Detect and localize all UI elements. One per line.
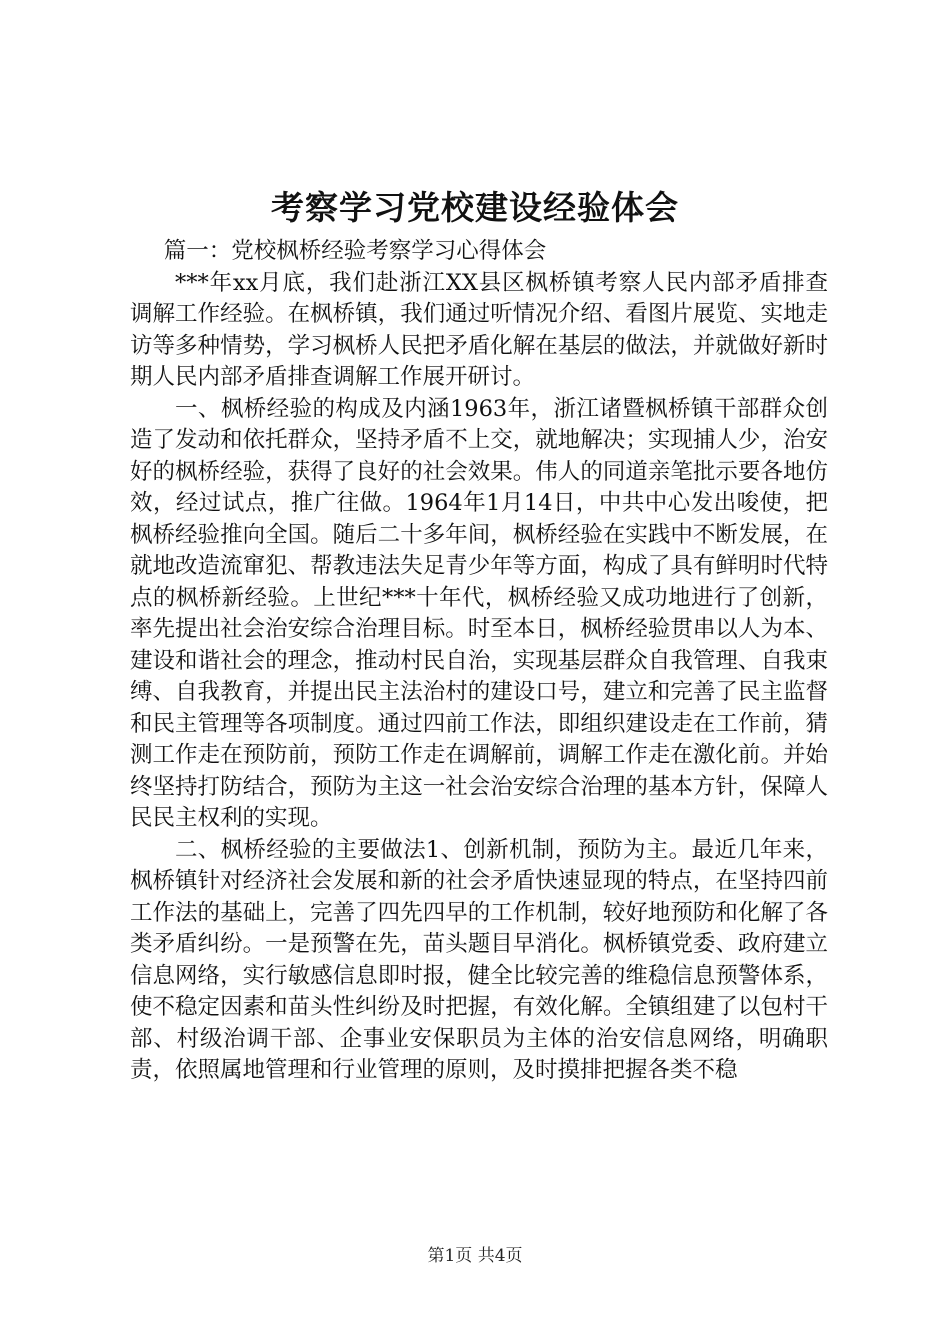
document-body: [130, 236, 828, 1087]
page-footer: 第1页 共4页: [427, 1246, 523, 1266]
paragraph-section-one: 一、枫桥经验的构成及内涵1963年，浙江诸暨枫桥镇干部群众创造了发动和依托群众，坚持矛盾不上交，就地解决；实现捕人少，治安好的枫桥经验，获得了良好的社会效果。伟人的同道亲笔批示要各地仿效，经过试点，推广往做。1964年1月14日，中共中心发出唆使，把枫桥经验推向全国。随后二十多年间，枫桥经验在实践中不断发展，在就地改造流窜犯、帮教违法失足青少年等方面，构成了具有鲜明时代特点的枫桥新经验。上世纪***十年代，枫桥经验又成功地进行了创新，率先提出社会治安综合治理目标。时至本日，枫桥经验贯串以人为本、建设和谐社会的理念，推动村民自治，实现基层群众自我管理、自我束缚、自我教育，并提出民主法治村的建设口号，建立和完善了民主监督和民主管理等各项制度。通过四前工作法，即组织建设走在工作前，猜测工作走在预防前，预防工作走在调解前，调解工作走在激化前。并始终坚持打防结合，预防为主这一社会治安综合治理的基本方针，保障人民民主权利的实现。: [130, 395, 828, 831]
document-title: 考察学习党校建设经验体会: [271, 188, 679, 227]
section-subtitle: 篇一：党校枫桥经验考察学习心得体会: [163, 238, 547, 264]
paragraph-intro: ***年xx月底，我们赴浙江XX县区枫桥镇考察人民内部矛盾排查调解工作经验。在枫桥镇，我们通过听情况介绍、看图片展览、实地走访等多种情势，学习枫桥人民把矛盾化解在基层的做法，并就做好新时期人民内部矛盾排查调解工作展开研讨。: [130, 269, 828, 390]
paragraph-section-two: 二、枫桥经验的主要做法1、创新机制，预防为主。最近几年来，枫桥镇针对经济社会发展和新的社会矛盾快速显现的特点，在坚持四前工作法的基础上，完善了四先四早的工作机制，较好地预防和化解了各类矛盾纠纷。一是预警在先，苗头题目早消化。枫桥镇党委、政府建立信息网络，实行敏感信息即时报，健全比较完善的维稳信息预警体系，使不稳定因素和苗头性纠纷及时把握，有效化解。全镇组建了以包村干部、村级治调干部、企事业安保职员为主体的治安信息网络，明确职责，依照属地管理和行业管理的原则，及时摸排把握各类不稳: [130, 836, 828, 1083]
